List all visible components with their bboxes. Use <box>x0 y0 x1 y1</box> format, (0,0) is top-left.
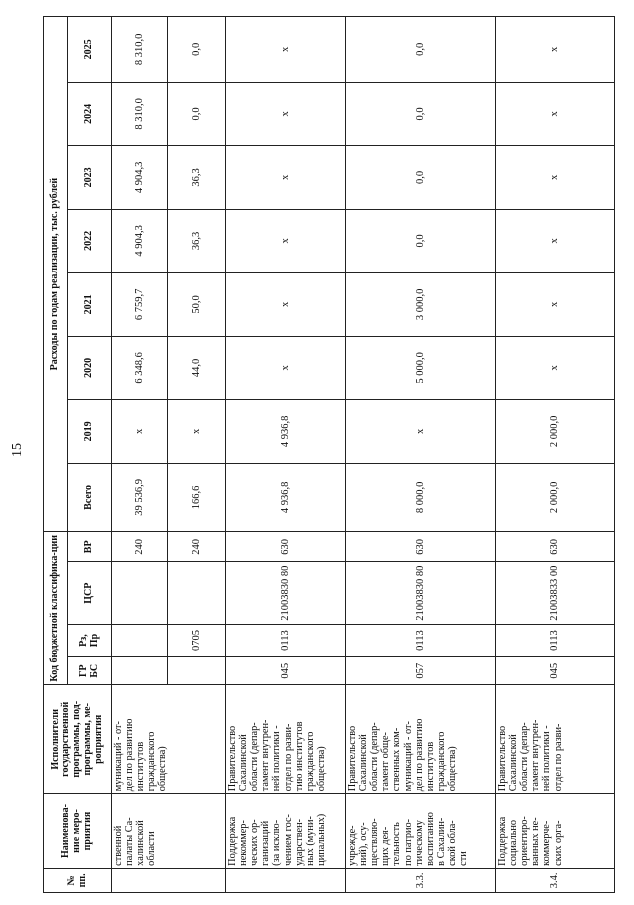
row-executor: Правительство Сахалинской области (депар- тамент внутрен- ней политики - отдел по разви- <box>496 685 615 794</box>
row-vr: 630 <box>346 532 496 562</box>
row-gr: 057 <box>346 657 496 685</box>
row-gr <box>112 657 168 685</box>
table-row <box>496 17 615 893</box>
row-total: 166,6 <box>168 463 226 532</box>
header-budget-code: Код бюджетной классифика-ции <box>44 532 68 685</box>
header-name: Наименова-ние меро-приятия <box>44 794 112 869</box>
header-rz-pr: Рз, Пр <box>68 624 112 656</box>
header-num: № пп. <box>44 868 112 892</box>
row-value: х <box>226 336 346 400</box>
header-year: 2022 <box>68 209 112 273</box>
row-value: 8 310,0 <box>112 17 168 83</box>
row-csr: 21003830 80 <box>226 562 346 624</box>
header-year: 2024 <box>68 82 112 146</box>
row-vr: 630 <box>226 532 346 562</box>
row-value: х <box>226 82 346 146</box>
page-number: 15 <box>10 443 25 457</box>
row-num: 3.3. <box>346 868 496 892</box>
table-row <box>112 17 168 893</box>
row-value: 2 000,0 <box>496 400 615 464</box>
header-total: Всего <box>68 463 112 532</box>
row-name: учрежде- ний), осу- ществляю- щих дея- тельность по патрио- тическому воспитанию в Сахалин- ской обла- сти <box>346 794 496 869</box>
row-value: 0,0 <box>346 82 496 146</box>
row-value: 4 904,3 <box>112 146 168 210</box>
row-value: х <box>346 400 496 464</box>
row-value: 36,3 <box>168 146 226 210</box>
row-value: х <box>496 273 615 337</box>
row-rz: 0705 <box>168 624 226 656</box>
row-value: 4 936,8 <box>226 400 346 464</box>
row-value: 36,3 <box>168 209 226 273</box>
row-value: 0,0 <box>346 17 496 83</box>
row-value: х <box>496 82 615 146</box>
row-value: 44,0 <box>168 336 226 400</box>
row-value: х <box>226 17 346 83</box>
row-value: х <box>496 17 615 83</box>
row-vr: 240 <box>168 532 226 562</box>
header-year: 2019 <box>68 400 112 464</box>
row-value: 5 000,0 <box>346 336 496 400</box>
row-value: х <box>168 400 226 464</box>
row-value: х <box>226 209 346 273</box>
row-value: 6 348,6 <box>112 336 168 400</box>
row-total: 2 000,0 <box>496 463 615 532</box>
row-total: 39 536,9 <box>112 463 168 532</box>
row-executor: муникаций - от- дел по развитию институтов гражданского общества) <box>112 685 226 794</box>
table-row <box>346 17 496 893</box>
row-value: 0,0 <box>168 82 226 146</box>
header-year: 2020 <box>68 336 112 400</box>
header-year: 2025 <box>68 17 112 83</box>
row-csr: 21003833 00 <box>496 562 615 624</box>
row-num: 3.4. <box>496 868 615 892</box>
row-value: х <box>496 146 615 210</box>
expense-table <box>43 16 615 893</box>
row-value: х <box>112 400 168 464</box>
row-gr: 045 <box>226 657 346 685</box>
row-value: 3 000,0 <box>346 273 496 337</box>
row-value: х <box>496 209 615 273</box>
table-row <box>226 17 346 893</box>
row-name: Поддержка некоммер- ческих ор- ганизаций (за исклю- чением гос- ударствен- ных (муни- ципальных) <box>226 794 346 869</box>
row-vr: 240 <box>112 532 168 562</box>
row-csr: 21003830 80 <box>346 562 496 624</box>
row-value: 8 310,0 <box>112 82 168 146</box>
header-executors: Исполнители государственной программы, под-программы, ме-роприятия <box>44 685 112 794</box>
row-csr <box>168 562 226 624</box>
row-value: 6 759,7 <box>112 273 168 337</box>
row-value: х <box>226 273 346 337</box>
row-rz <box>112 624 168 656</box>
row-name: Поддержка социально ориентиро- ванных не- коммерче- ских орга- <box>496 794 615 869</box>
row-name: ственной палаты Са- халинской области <box>112 794 226 869</box>
row-value: х <box>496 336 615 400</box>
row-rz: 0113 <box>346 624 496 656</box>
row-gr: 045 <box>496 657 615 685</box>
header-gr-bs: ГР БС <box>68 657 112 685</box>
row-executor: Правительство Сахалинской области (депар- тамент обще- ственных ком- муникаций - от- дел по развитию институтов гражданского общества) <box>346 685 496 794</box>
row-value: 0,0 <box>168 17 226 83</box>
row-num <box>112 868 226 892</box>
row-total: 8 000,0 <box>346 463 496 532</box>
row-rz: 0113 <box>496 624 615 656</box>
row-csr <box>112 562 168 624</box>
header-csr: ЦСР <box>68 562 112 624</box>
row-value: 0,0 <box>346 209 496 273</box>
row-gr <box>168 657 226 685</box>
row-rz: 0113 <box>226 624 346 656</box>
row-value: 50,0 <box>168 273 226 337</box>
header-year: 2023 <box>68 146 112 210</box>
row-total: 4 936,8 <box>226 463 346 532</box>
header-vr: ВР <box>68 532 112 562</box>
row-vr: 630 <box>496 532 615 562</box>
row-value: 0,0 <box>346 146 496 210</box>
header-expenses: Расходы по годам реализации, тыс. рублей <box>44 17 68 532</box>
row-value: х <box>226 146 346 210</box>
header-year: 2021 <box>68 273 112 337</box>
row-executor: Правительство Сахалинской области (депар- тамент внутрен- ней политики - отдел по разви- тию институтов гражданского общества) <box>226 685 346 794</box>
row-num <box>226 868 346 892</box>
row-value: 4 904,3 <box>112 209 168 273</box>
